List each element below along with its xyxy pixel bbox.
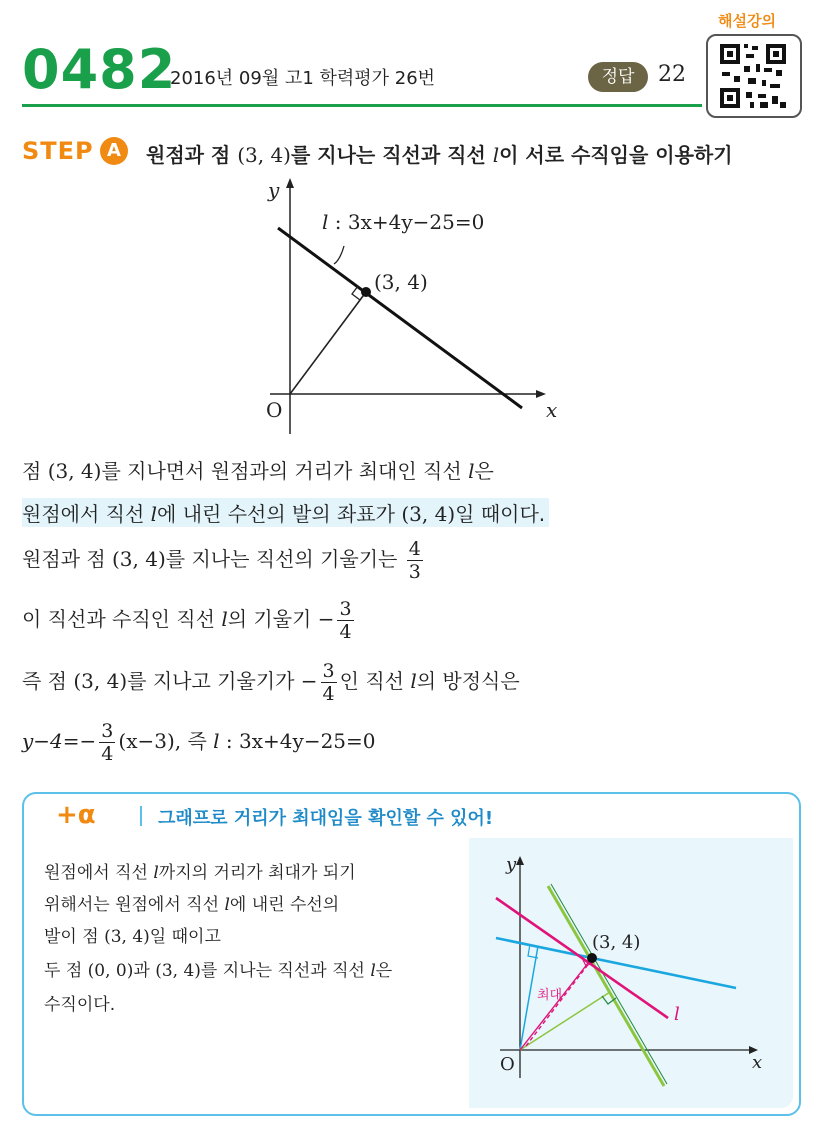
plus-alpha-title: 그래프로 거리가 최대임을 확인할 수 있어! [158,808,494,829]
fraction-3-4: $\frac{3}{4}$ [101,720,114,765]
max-label: 최대 [537,988,563,1003]
point-3-4 [361,287,371,297]
origin-label: O [266,398,283,422]
x-axis-label: x [546,398,558,422]
line-l-equation: l : 3x+4y−25=0 [322,210,485,234]
fraction-3-4: $\frac{3}{4}$ [339,598,352,643]
lecture-qr-label: 해설강의 [718,12,776,30]
point-label: (3, 4) [592,932,641,953]
line-l-label: l [674,1004,680,1025]
plus-line-2: 위해서는 원점에서 직선 l에 내린 수선의 [44,895,340,915]
line-l [278,228,522,408]
step-title: 원점과 점 (3, 4)를 지나는 직선과 직선 l이 서로 수직임을 이용하기 [146,143,733,167]
y-axis-arrow [286,178,294,188]
plus-alpha-divider [140,806,142,826]
qr-code-icon [708,36,800,116]
x-axis-label: x [752,1052,763,1073]
fraction-3-4: $\frac{3}{4}$ [322,660,335,705]
origin-label: O [500,1054,515,1075]
plus-alpha-icon: +α [56,800,96,830]
plus-line-5: 수직이다. [44,995,116,1015]
body-line-5: 즉 점 (3, 4)를 지나고 기울기가 − $\frac{3}{4}$ 인 직선 l의 방정식은 [22,660,520,705]
step-badge: A [100,137,128,165]
perp-to-magenta [520,958,592,1050]
plus-line-4: 두 점 (0, 0)과 (3, 4)를 지나는 직선과 직선 l은 [44,961,393,981]
point-3-4 [587,953,597,963]
perpendicular-segment [290,292,366,394]
perp-to-lime [520,992,610,1050]
problem-source: 2016년 09월 고1 학력평가 26번 [170,68,436,89]
y-axis-arrow [516,856,524,865]
y-axis-label: y [506,854,517,875]
line-lime-border [551,884,667,1084]
body-line-4: 이 직선과 수직인 직선 l의 기울기 − $\frac{3}{4}$ [22,598,352,643]
problem-number: 0482 [22,38,177,101]
max-distance-dashed [526,962,590,1046]
x-axis-arrow [536,390,546,398]
figure-max-distance [490,850,780,1100]
plus-line-1: 원점에서 직선 l까지의 거리가 최대가 되기 [44,863,356,883]
body-line-6: y−4=− $\frac{3}{4}$ (x−3), 즉 l : 3x+4y−25=0 [22,720,376,765]
line-lime [548,886,664,1086]
answer-badge: 정답 [588,62,648,92]
answer-value: 22 [658,62,686,87]
point-label: (3, 4) [374,270,428,294]
y-axis-label: y [268,178,280,202]
fraction-4-3: $\frac{4}{3}$ [408,538,421,583]
body-line-1: 점 (3, 4)를 지나면서 원점과의 거리가 최대인 직선 l은 [22,459,494,483]
step-label: STEP [22,137,94,165]
body-line-2: 원점에서 직선 l에 내린 수선의 발의 좌표가 (3, 4)일 때이다. [22,498,549,527]
label-pointer [334,246,344,264]
header-divider [22,104,702,107]
body-line-3: 원점과 점 (3, 4)를 지나는 직선의 기울기는 $\frac{4}{3}$ [22,538,421,583]
plus-line-3: 발이 점 (3, 4)일 때이고 [44,927,221,947]
qr-code[interactable] [706,34,802,118]
